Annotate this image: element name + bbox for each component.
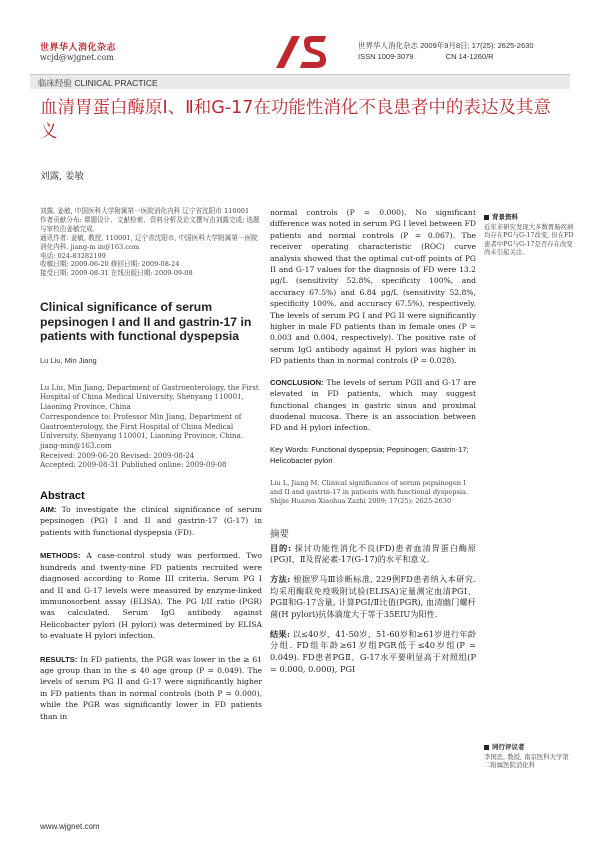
results-text: In FD patients, the PGR was lower in the ≥ 61 age group than in the ≤ 40 age group (P = 0.049). The levels of serum PG II and G-17 were significantly higher in FD patients than in normal controls (both P = 0.000), while the PGR was significantly lower in FD patients than in (40, 654, 262, 721)
keywords-text: Functional dyspepsia; Pepsinogen; Gastrin-17; Helicobacter pylori (270, 444, 469, 466)
cn-methods-text: 根据罗马Ⅲ诊断标准, 229例FD患者纳入本研究. 均采用酶联免疫吸附试验(ELISA)定量测定血清PGⅠ、PGⅡ和G-17含量, 计算PGⅠ/Ⅱ比值(PGR), 血清幽门螺杆菌(H pylori)抗体滴度大于等于35EIU为阳性. (270, 573, 476, 620)
cn-abstract-aim (270, 543, 476, 566)
affil-cn-line: 电话: 024-83282199 (40, 251, 106, 260)
affil-cn-line: 通讯作者: 姜敏, 教授, 110001, 辽宁省沈阳市, 中国医科大学附属第一医院消化内科. jiang-m in@163.com (40, 233, 258, 251)
authors-en: Lu Liu, Min Jiang (40, 355, 97, 365)
abstract-results (40, 654, 262, 722)
aim-label: AIM: (40, 505, 57, 515)
cn-abstract-heading: 摘要 (270, 528, 290, 540)
cn-number: CN 14-1260/R (445, 52, 494, 61)
affiliation-en (40, 383, 262, 470)
right-column (270, 207, 476, 676)
conclusion-text: The levels of serum PGII and G-17 are elevated in FD patients, which may suggest functional changes in gastric sinus and proximal duodenal mucosa. There is an association between FD and H pylori infection. (270, 377, 476, 433)
section-label: 临床经验 CLINICAL PRACTICE (38, 78, 158, 88)
left-column (40, 207, 262, 722)
journal-citation-block (358, 40, 534, 62)
affil-en-line: Received: 2009-06-20 Revised: 2009-08-24 (40, 450, 195, 460)
keywords (270, 444, 476, 467)
cn-results-label: 结果: (270, 628, 290, 639)
abstract-methods (40, 550, 262, 641)
sidebar-note-background (484, 212, 574, 257)
cn-aim-label: 目的: (270, 542, 292, 553)
affiliation-cn (40, 207, 262, 278)
conclusion-label: CONCLUSION: (270, 377, 324, 387)
keywords-label: Key Words: (270, 444, 310, 454)
aim-text: To investigate the clinical significance of serum pepsinogen (PG) I and II and gastrin-17 (G-17) in patients with functional dyspepsia (FD). (40, 505, 262, 537)
affil-en-line: Correspondence to: Professor Min Jiang, Department of Gastroenterology, the First Hospital of China Medical University, Shenyang 110001, Liaoning Province, China. jiang-min@163.com (40, 411, 244, 450)
page-header (0, 0, 600, 72)
affil-en-line: Accepted: 2009-08-31 Published online: 2009-09-08 (40, 460, 227, 470)
abstract-aim (40, 504, 262, 538)
journal-logo-text: 世界华人消化杂志 (40, 43, 117, 53)
section-bar (30, 74, 570, 89)
cn-abstract-methods (270, 574, 476, 621)
cn-methods-label: 方法: (270, 573, 291, 584)
citation: Liu L, Jiang M. Clinical significance of serum pepsinogen I and II and gastrin-17 in patients with functional dyspepsia. Shijie Huaren Xiaohua Zazhi 2009; 17(25): 2625-2630 (270, 478, 469, 505)
journal-logo-icon (270, 34, 330, 70)
affil-cn-line: 接受日期: 2009-08-31 在线出版日期: 2009-09-08 (40, 269, 193, 278)
sidebar-note-reviewer (484, 742, 574, 770)
cn-abstract-results (270, 629, 476, 676)
authors-cn: 刘露, 姜敏 (40, 171, 85, 182)
sidebar-heading: 背景资料 (484, 212, 574, 221)
square-bullet-icon (484, 215, 489, 220)
journal-email[interactable]: wcjd@wjgnet.com (40, 53, 114, 62)
affil-cn-line: 刘露, 姜敏, 中国医科大学附属第一医院消化内科 辽宁省沈阳市 110001 (40, 207, 250, 215)
abstract-conclusion (270, 377, 476, 434)
cn-aim-text: 探讨功能性消化不良(FD)患者血清胃蛋白酶原(PG)Ⅰ、Ⅱ及胃泌素-17(G-17)的水平和意义. (270, 542, 476, 565)
methods-label: METHODS: (40, 551, 81, 561)
journal-citation-line: 世界华人消化杂志 2009年9月8日; 17(25): 2625-2630 (358, 41, 534, 50)
sidebar-heading: 同行评议者 (484, 742, 574, 751)
issn-line (358, 51, 534, 62)
issn: ISSN 1009-3079 (358, 52, 414, 61)
results-label: RESULTS: (40, 654, 78, 664)
abstract-heading: Abstract (40, 490, 85, 503)
affil-en-line: Lu Liu, Min Jiang, Department of Gastroenterology, the First Hospital of China Medical University, Shenyang 110001, Liaoning Province, China (40, 382, 259, 412)
article-title-en: Clinical significance of serum pepsinogen I and II and gastrin-17 in patients with functional dyspepsia (40, 300, 252, 344)
cn-results-text: 以≤40岁、41-50岁、51-60岁和≥61岁进行年龄分组. FD组年龄≥61岁组PGR低于≤40岁组(P = 0.049). FD患者PGⅡ、G-17水平要明显高于对照组(P = 0.000, 0.000), PGⅠ (270, 628, 476, 674)
footer-url[interactable]: www.wjgnet.com (40, 822, 100, 831)
square-bullet-icon (484, 745, 489, 750)
affil-cn-line: 作者贡献分布: 课题设计、文献检索、资料分析及论文撰写由刘露完成; 选题与审校由姜敏完成. (40, 215, 260, 233)
article-title-cn: 血清胃蛋白酶原Ⅰ、Ⅱ和G-17在功能性消化不良患者中的表达及其意义 (40, 98, 551, 142)
sidebar-text: 李国忠, 教授, 南京医科大学第二附属医院消化科 (484, 753, 569, 770)
methods-text: A case-control study was performed. Two hundreds and twenty-nine FD patients recruited were diagnosed according to Rome III criteria. Serum PG I and II and G-17 levels were measured by enzyme-linked immunosorbent assay (ELISA). The PG I/II ratio (PGR) was calculated. Serum IgG antibody against Helicobacter pylori (H pylori) was determined by ELISA to evaluate H pylori infection. (40, 551, 262, 641)
abstract-results-cont: normal controls (P = 0.000). No significant difference was noted in serum PG I level between FD patients and normal controls (P = 0.067). The receiver operating characteristic (ROC) curve analysis showed that the optimal cut-off points of PG II and G-17 values for the diagnosis of FD were 13.2 μg/L (sensitivity 52.8%, specificity 100%, and accuracy 67.5%) and 6.84 μg/L (sensitivity 52.8%, specificity 100%, and accuracy 67.5%), respectively. The levels of serum PG I and PG II were significantly higher in male FD patients than in female ones (P = 0.003 and 0.004, respectively). The positive rate of serum IgG antibody against H pylori was higher in FD patients than in normal controls (P = 0.028). (270, 208, 476, 366)
sidebar-text: 近年来研究发现大多数胃肠疾病均存在PG与G-17改变, 但在FD患者中PG与G-17是否存在改变尚未引起关注. (484, 223, 574, 257)
affil-cn-line: 收稿日期: 2009-06-20 修回日期: 2009-08-24 (40, 260, 180, 269)
